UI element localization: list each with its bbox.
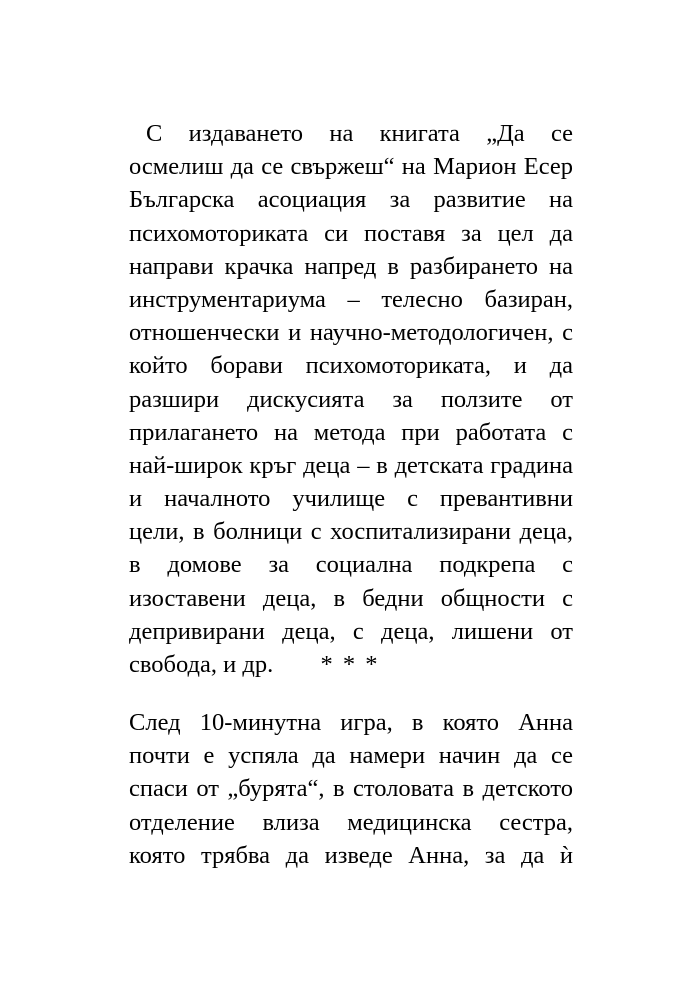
text-line: депривирани деца, с деца, лишени от bbox=[129, 617, 573, 645]
text-line: психомоториката си поставя за цел да bbox=[129, 219, 573, 247]
text-line: отделение влиза медицинска сестра, bbox=[129, 808, 573, 836]
text-line: инструментариума – телесно базиран, bbox=[129, 285, 573, 313]
text-line: Българска асоциация за развитие на bbox=[129, 186, 573, 214]
text-line: най-широк кръг деца – в детската градина bbox=[129, 451, 573, 479]
section-separator: * * * bbox=[320, 651, 380, 678]
text-line: изоставени деца, в бедни общности с bbox=[129, 584, 573, 612]
text-line: цели, в болници с хоспитализирани деца, bbox=[129, 518, 573, 546]
text-line: която трябва да изведе Анна, за да ѝ bbox=[129, 841, 573, 869]
text-line: свобода, и др. bbox=[129, 651, 274, 678]
text-line: След 10-минутна игра, в която Анна bbox=[129, 709, 573, 736]
text-line: отношенчески и научно-методологичен, с bbox=[129, 319, 573, 347]
text-line: направи крачка напред в разбирането на bbox=[129, 252, 573, 280]
text-line: разшири дискусията за ползите от bbox=[129, 385, 573, 413]
text-line: осмелиш да се свържеш“ на Марион Есер bbox=[129, 153, 573, 181]
text-line: в домове за социална подкрепа с bbox=[129, 551, 573, 579]
text-line: С издаването на книгата „Да се bbox=[146, 120, 573, 147]
text-line: спаси от „бурята“, в столовата в детското bbox=[129, 775, 573, 803]
text-line: и началното училище с превантивни bbox=[129, 485, 573, 513]
paragraph-story bbox=[129, 706, 573, 872]
text-line: прилагането на метода при работата с bbox=[129, 418, 573, 446]
text-line: почти е успяла да намери начин да се bbox=[129, 742, 573, 770]
paragraph-intro bbox=[129, 117, 573, 681]
text-line: който борави психомоториката, и да bbox=[129, 352, 573, 380]
